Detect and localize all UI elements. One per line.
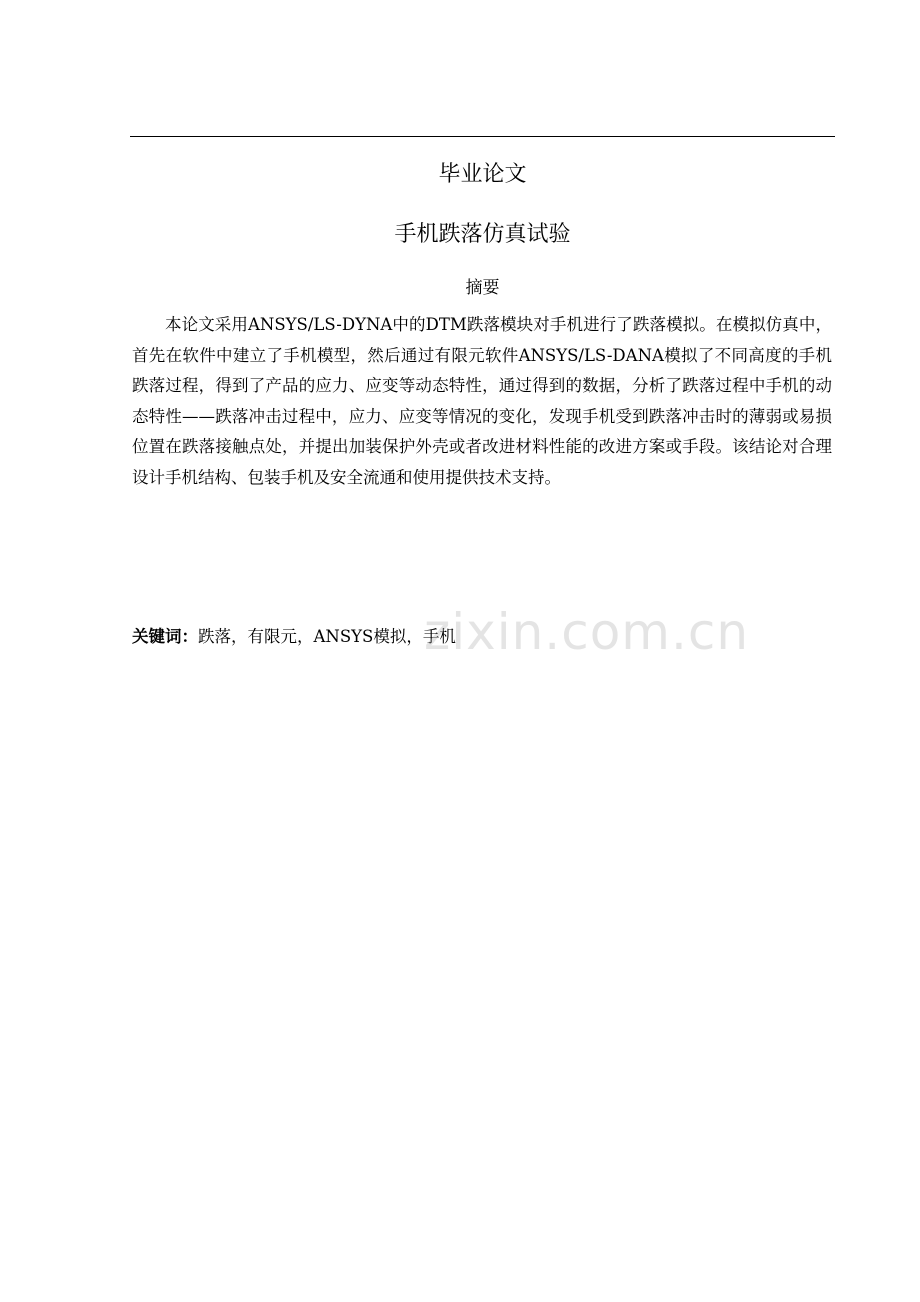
header-rule bbox=[130, 136, 835, 137]
keywords-value: 跌落，有限元，ANSYS模拟，手机 bbox=[198, 627, 456, 646]
abstract-body: 本论文采用ANSYS/LS-DYNA中的DTM跌落模块对手机进行了跌落模拟。在模拟仿真中，首先在软件中建立了手机模型，然后通过有限元软件ANSYS/LS-DANA模拟了不同高度的手机跌落过程，得到了产品的应力、应变等动态特性，通过得到的数据，分析了跌落过程中手机的动态特性——跌落冲击过程中，应力、应变等情况的变化，发现手机受到跌落冲击时的薄弱或易损位置在跌落接触点处，并提出加装保护外壳或者改进材料性能的改进方案或手段。该结论对合理设计手机结构、包装手机及安全流通和使用提供技术支持。 bbox=[132, 315, 832, 487]
keywords-label: 关键词： bbox=[132, 627, 198, 646]
keywords-line bbox=[132, 623, 832, 651]
abstract-heading: 摘要 bbox=[465, 278, 500, 298]
watermark: zixin.com.cn bbox=[424, 603, 750, 661]
document-title: 手机跌落仿真试验 bbox=[394, 222, 571, 247]
document-type: 毕业论文 bbox=[438, 162, 527, 187]
